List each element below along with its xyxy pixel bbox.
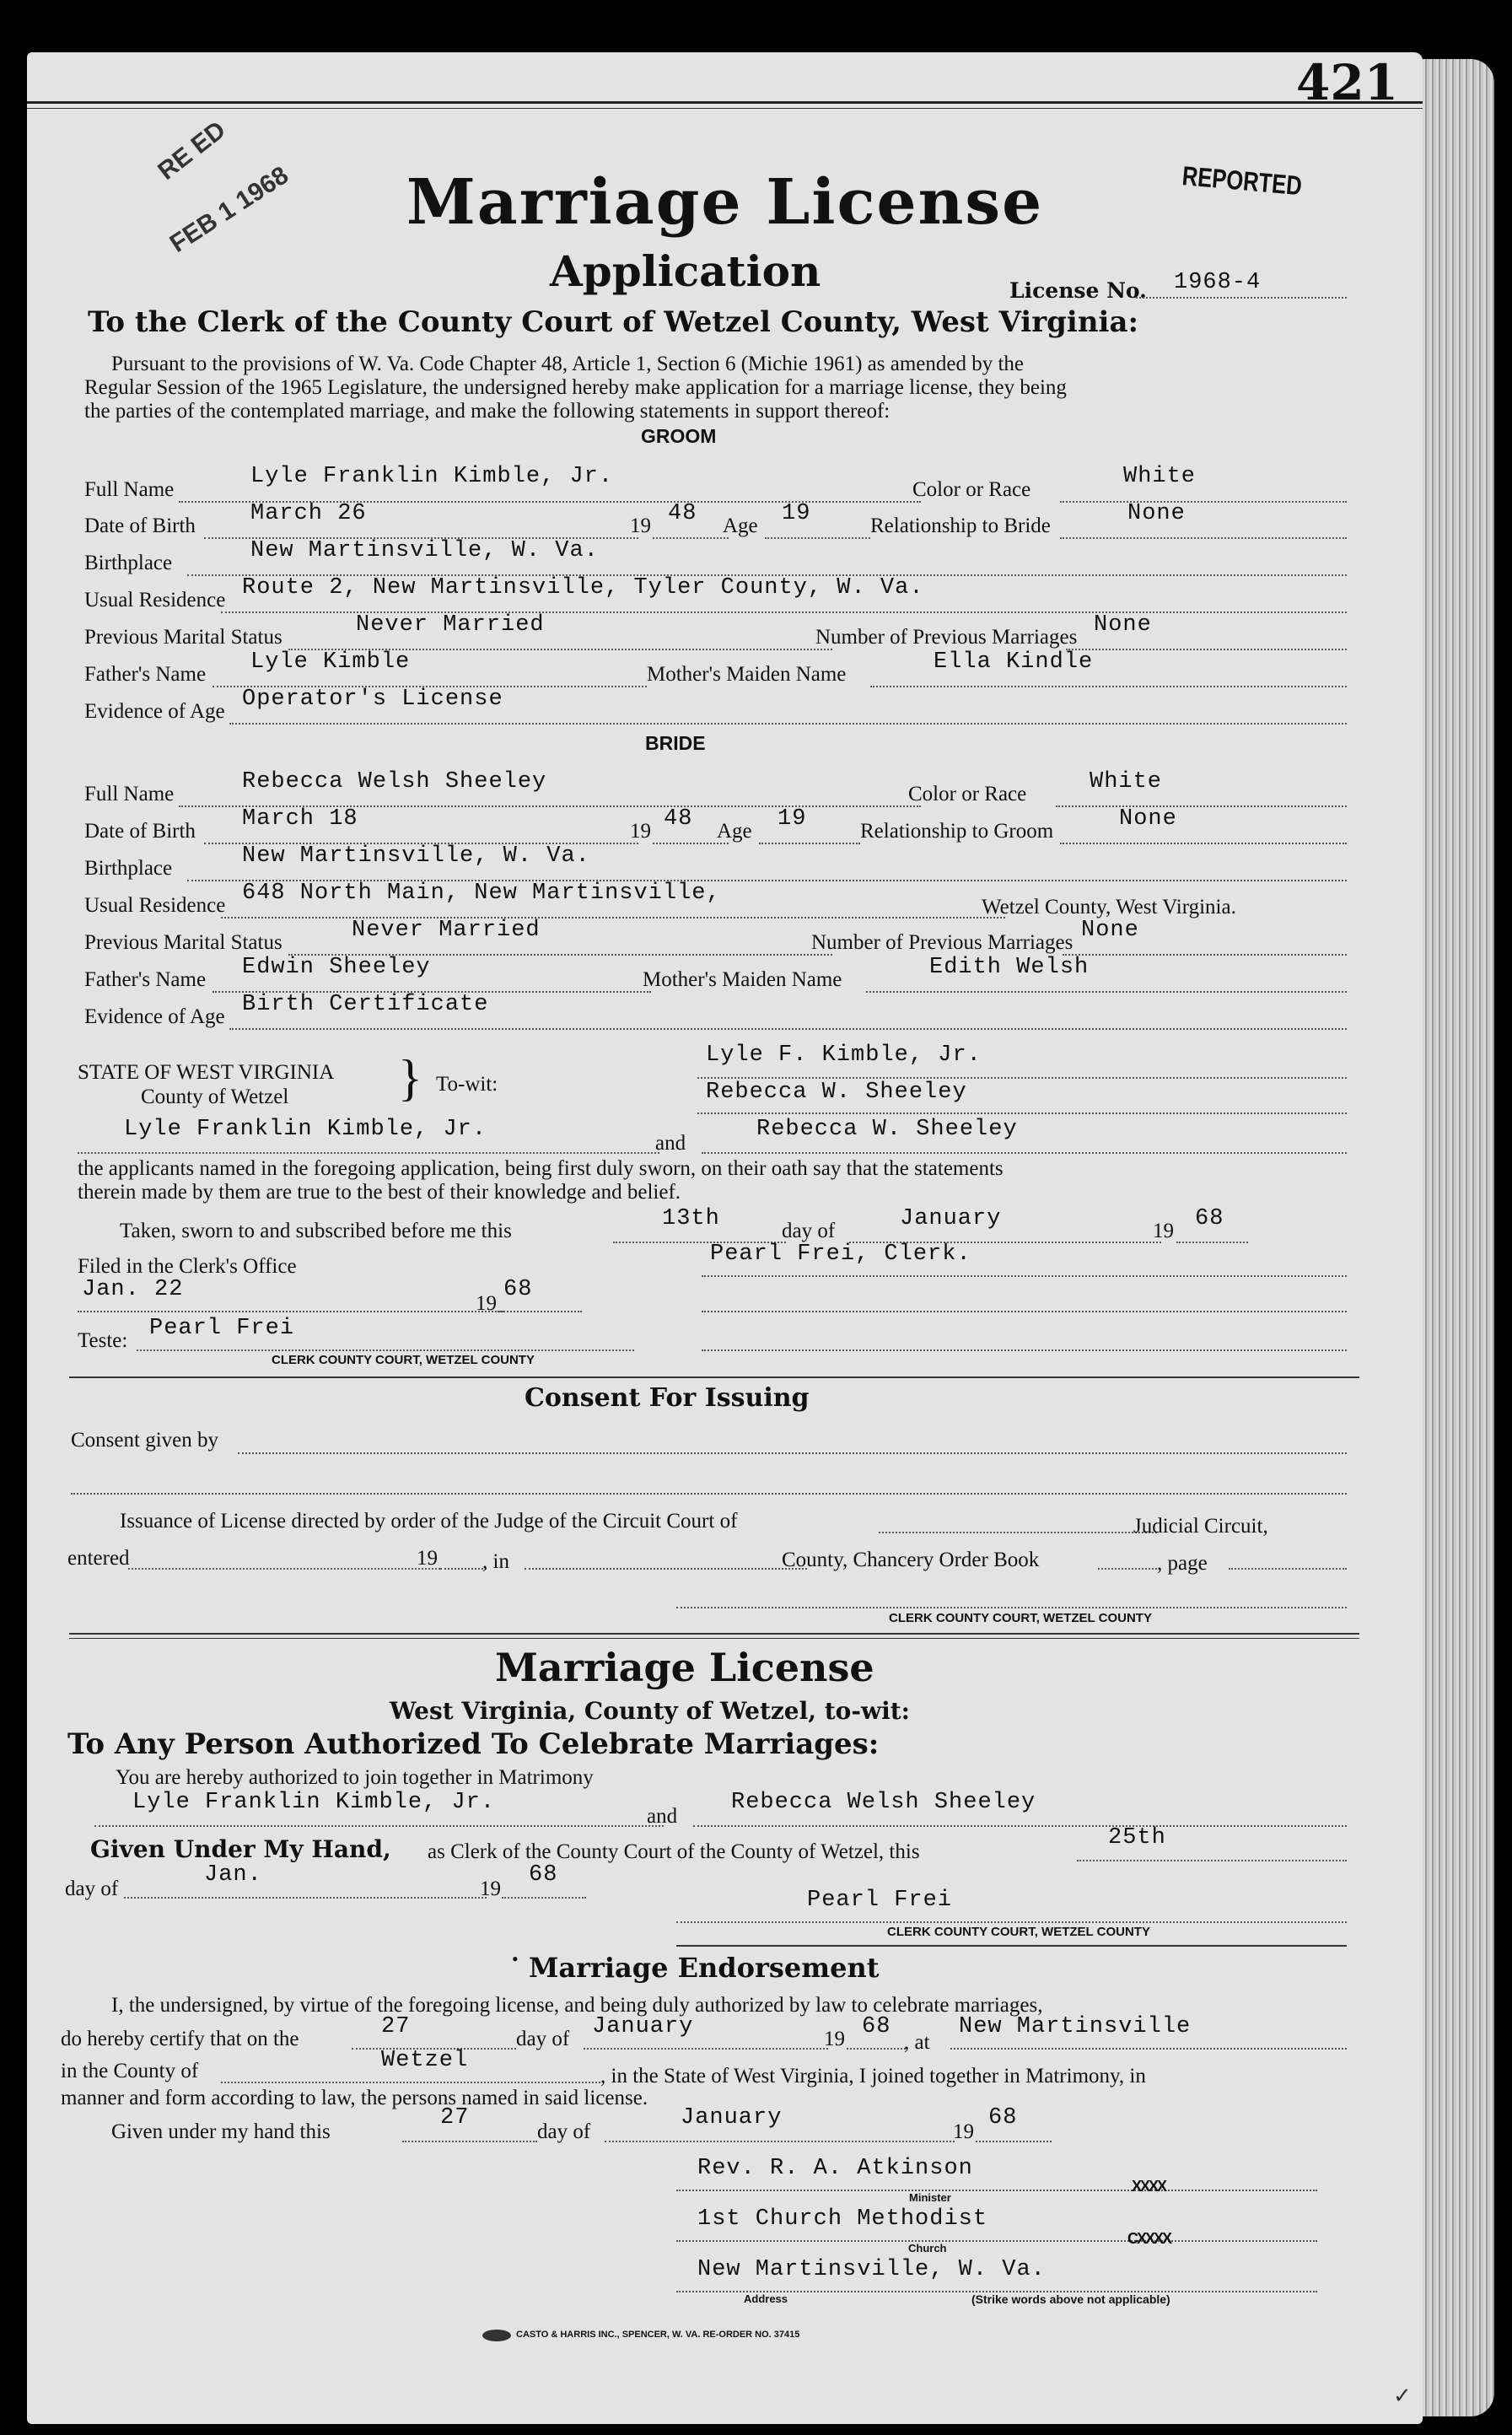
license-title: Marriage License xyxy=(495,1645,874,1690)
groom-relationship-line xyxy=(1060,537,1347,539)
groom-num-prev-label: Number of Previous Marriages xyxy=(815,626,1078,649)
groom-num-prev: None xyxy=(1094,612,1152,638)
consent-county-line xyxy=(525,1568,807,1570)
bride-evidence-line xyxy=(229,1028,1347,1030)
top-border-inner xyxy=(27,108,1423,109)
license-groom: Lyle Franklin Kimble, Jr. xyxy=(132,1790,496,1815)
endorsement-given-day: 27 xyxy=(440,2105,470,2131)
consent-issuance-label: Issuance of License directed by order of the Judge of the Circuit Court of xyxy=(120,1510,738,1533)
oath-name-bride: Rebecca W. Sheeley xyxy=(756,1117,1018,1142)
consent-circuit-line xyxy=(879,1532,1157,1533)
bride-father-label: Father's Name xyxy=(84,968,207,991)
document-title: Marriage License xyxy=(406,166,1044,239)
consent-clerk-caption: CLERK COUNTY COURT, WETZEL COUNTY xyxy=(889,1611,1152,1625)
consent-clerk-line xyxy=(676,1607,1347,1608)
bride-mother-label: Mother's Maiden Name xyxy=(643,968,842,991)
bride-prev-status: Never Married xyxy=(352,918,541,943)
groom-father-label: Father's Name xyxy=(84,663,207,686)
church-name: 1st Church Methodist xyxy=(697,2206,988,2232)
oath-name-groom: Lyle Franklin Kimble, Jr. xyxy=(124,1117,487,1142)
filed-date-line xyxy=(78,1311,503,1312)
section-rule-2-inner xyxy=(69,1638,1359,1639)
endorsement-bullet: • xyxy=(512,1948,519,1969)
oath-text-2: therein made by them are true to the best of their knowledge and belief. xyxy=(78,1181,681,1204)
bride-race: White xyxy=(1090,769,1163,795)
address: New Martinsville, W. Va. xyxy=(697,2257,1046,2282)
groom-age-line xyxy=(765,537,870,539)
endorsement-given-year: 68 xyxy=(988,2105,1018,2131)
bride-age-line xyxy=(759,843,860,844)
endorsement-year: 68 xyxy=(862,2014,891,2039)
license-day: 25th xyxy=(1108,1825,1166,1850)
consent-page-line xyxy=(1229,1568,1347,1570)
oath-blank-line xyxy=(702,1311,1347,1312)
groom-father: Lyle Kimble xyxy=(250,649,411,675)
bride-relationship-label: Relationship to Groom xyxy=(860,820,1054,843)
groom-evidence-line xyxy=(229,723,1347,725)
oath-blank-line-2 xyxy=(702,1349,1347,1351)
license-clerk-line xyxy=(676,1921,1347,1923)
bride-race-label: Color or Race xyxy=(908,783,1027,805)
bride-mother-line xyxy=(866,991,1347,993)
groom-relationship: None xyxy=(1127,501,1186,526)
consent-title: Consent For Issuing xyxy=(525,1383,810,1413)
license-19-label: 19 xyxy=(480,1877,501,1900)
license-to-any: To Any Person Authorized To Celebrate Marriages: xyxy=(67,1727,880,1761)
endorsement-given-day-line xyxy=(402,2141,537,2142)
license-no-label: License No. xyxy=(1009,278,1147,303)
groom-prev-status-label: Previous Marital Status xyxy=(84,626,282,649)
bride-residence: 648 North Main, New Martinsville, xyxy=(242,881,721,906)
received-stamp: FEB 1 1968 xyxy=(164,161,293,259)
license-day-line xyxy=(1077,1860,1347,1861)
to-clerk-heading: To the Clerk of the County Court of Wetzel County, West Virginia: xyxy=(88,305,1139,339)
license-given: Given Under My Hand, xyxy=(90,1835,391,1863)
groom-residence: Route 2, New Martinsville, Tyler County, W. Va. xyxy=(242,575,924,601)
bride-full-name-label: Full Name xyxy=(84,783,175,805)
consent-book-line xyxy=(1098,1568,1157,1570)
groom-prev-status: Never Married xyxy=(356,612,545,638)
union-bug-logo xyxy=(482,2330,511,2341)
license-and: and xyxy=(647,1805,678,1828)
bride-prev-status-label: Previous Marital Status xyxy=(84,931,282,954)
minister-name: Rev. R. A. Atkinson xyxy=(697,2156,973,2181)
consent-19-label: 19 xyxy=(417,1547,438,1570)
received-stamp-partial: RE ED xyxy=(153,116,231,186)
bride-num-prev: None xyxy=(1081,918,1139,943)
bride-num-prev-line xyxy=(1063,954,1347,956)
section-rule-2 xyxy=(69,1633,1359,1635)
oath-year-line xyxy=(1176,1242,1248,1243)
consent-chancery-label: County, Chancery Order Book xyxy=(782,1549,1040,1571)
groom-residence-label: Usual Residence xyxy=(84,589,226,611)
filed-date: Jan. 22 xyxy=(82,1277,184,1302)
bride-relationship: None xyxy=(1119,806,1177,832)
bride-dob: March 18 xyxy=(242,806,358,832)
license-clerk-caption: CLERK COUNTY COURT, WETZEL COUNTY xyxy=(887,1925,1150,1939)
oath-to-wit: To-wit: xyxy=(436,1073,498,1096)
oath-day: 13th xyxy=(662,1206,720,1231)
license-as-clerk: as Clerk of the County Court of the County of Wetzel, this xyxy=(428,1840,920,1863)
teste-line xyxy=(137,1349,634,1351)
strike-mark-1: XXXX xyxy=(1132,2178,1166,2195)
oath-sig-bride: Rebecca W. Sheeley xyxy=(706,1080,967,1105)
bride-birthplace: New Martinsville, W. Va. xyxy=(242,843,590,869)
oath-day-of-label: day of xyxy=(782,1220,836,1242)
license-clerk-sig: Pearl Frei xyxy=(807,1888,953,1913)
groom-birthplace: New Martinsville, W. Va. xyxy=(250,538,599,563)
endorsement-given: Given under my hand this xyxy=(111,2120,331,2143)
oath-name-groom-line xyxy=(78,1152,659,1154)
license-year: 68 xyxy=(529,1862,558,1888)
endorsement-month: January xyxy=(592,2014,694,2039)
endorsement-month-line xyxy=(584,2048,828,2050)
groom-num-prev-line xyxy=(1066,649,1347,650)
license-bride-line xyxy=(693,1825,1347,1827)
license-month: Jan. xyxy=(204,1862,262,1888)
bride-19-label: 19 xyxy=(630,820,651,843)
bride-num-prev-label: Number of Previous Marriages xyxy=(811,931,1073,954)
consent-year-line xyxy=(440,1568,487,1570)
consent-entered-label: entered xyxy=(67,1547,130,1570)
consent-in-label: , in xyxy=(482,1550,509,1573)
endorsement-day: 27 xyxy=(381,2014,411,2039)
printer-imprint: CASTO & HARRIS INC., SPENCER, W. VA. RE-ORDER NO. 37415 xyxy=(516,2330,800,2340)
license-year-line xyxy=(502,1897,586,1899)
oath-text-1: the applicants named in the foregoing application, being first duly sworn, on their oath say that the statements xyxy=(78,1157,1004,1180)
endorsement-19: 19 xyxy=(824,2028,845,2050)
intro-line-3: the parties of the contemplated marriage, and make the following statements in support thereof: xyxy=(84,400,891,423)
bride-residence-county: Wetzel County, West Virginia. xyxy=(982,896,1236,919)
license-month-line xyxy=(124,1897,487,1899)
filed-year: 68 xyxy=(503,1277,533,1302)
oath-and: and xyxy=(655,1132,686,1155)
page-number: 421 xyxy=(1296,54,1399,111)
oath-brace: } xyxy=(398,1050,422,1106)
groom-race-line xyxy=(1060,501,1347,503)
groom-mother: Ella Kindle xyxy=(934,649,1094,675)
filed-year-line xyxy=(498,1311,582,1312)
endorsement-given-year-line xyxy=(976,2141,1052,2142)
strike-mark-2: CXXXX xyxy=(1127,2230,1171,2247)
endorsement-manner: manner and form according to law, the persons named in said license. xyxy=(61,2087,648,2109)
bride-birthplace-label: Birthplace xyxy=(84,857,173,880)
groom-dob-label: Date of Birth xyxy=(84,514,196,537)
bride-dob-label: Date of Birth xyxy=(84,820,196,843)
teste-clerk-caption: CLERK COUNTY COURT, WETZEL COUNTY xyxy=(272,1353,535,1367)
oath-county: County of Wetzel xyxy=(141,1086,289,1108)
document-subtitle: Application xyxy=(550,246,821,296)
license-authorized: You are hereby authorized to join together in Matrimony xyxy=(116,1766,594,1789)
bride-evidence: Birth Certificate xyxy=(242,992,489,1017)
bride-year: 48 xyxy=(664,806,693,832)
bride-relationship-line xyxy=(1060,843,1347,844)
license-no-line xyxy=(1136,297,1347,299)
check-mark: ✓ xyxy=(1393,2384,1412,2408)
groom-year-line xyxy=(653,537,729,539)
intro-line-2: Regular Session of the 1965 Legislature, the undersigned hereby make application for a marriage license, they being xyxy=(84,376,1067,399)
oath-month: January xyxy=(900,1206,1002,1231)
consent-page-label: , page xyxy=(1157,1552,1208,1575)
endorsement-title: Marriage Endorsement xyxy=(529,1952,880,1984)
endorsement-in-county: in the County of xyxy=(61,2060,199,2082)
filed-label: Filed in the Clerk's Office xyxy=(78,1255,297,1278)
oath-year: 68 xyxy=(1195,1206,1224,1231)
consent-blank-line xyxy=(71,1493,1347,1495)
endorsement-day-of: day of xyxy=(516,2028,570,2050)
clerk-sig-line xyxy=(702,1275,1347,1277)
bride-full-name: Rebecca Welsh Sheeley xyxy=(242,769,547,795)
oath-name-bride-line xyxy=(702,1152,1347,1154)
endorsement-line-1: I, the undersigned, by virtue of the foregoing license, and being duly authorized by law to celebrate marriages, xyxy=(111,1994,1043,2017)
groom-full-name: Lyle Franklin Kimble, Jr. xyxy=(250,464,614,489)
groom-header: GROOM xyxy=(641,425,717,447)
oath-taken-label: Taken, sworn to and subscribed before me this xyxy=(120,1220,512,1242)
oath-sig-groom: Lyle F. Kimble, Jr. xyxy=(706,1042,982,1068)
endorsement-place: New Martinsville xyxy=(959,2014,1192,2039)
endorsement-given-day-of: day of xyxy=(537,2120,591,2143)
groom-age: 19 xyxy=(782,501,811,526)
oath-sig-bride-line xyxy=(697,1112,1347,1114)
bride-header: BRIDE xyxy=(645,732,706,754)
top-border xyxy=(27,101,1423,104)
groom-mother-label: Mother's Maiden Name xyxy=(647,663,847,686)
endorsement-county-line xyxy=(221,2082,600,2083)
endorsement-place-line xyxy=(950,2048,1347,2050)
church-label: Church xyxy=(908,2242,947,2255)
groom-full-name-label: Full Name xyxy=(84,478,175,501)
bride-race-line xyxy=(1056,805,1347,807)
license-day-of: day of xyxy=(65,1877,119,1900)
groom-dob: March 26 xyxy=(250,501,367,526)
groom-relationship-label: Relationship to Bride xyxy=(870,514,1051,537)
teste-name: Pearl Frei xyxy=(149,1316,295,1341)
endorsement-given-month-line xyxy=(605,2141,955,2142)
bride-father: Edwin Sheeley xyxy=(242,955,431,980)
endorsement-at: , at xyxy=(904,2031,930,2054)
groom-birthplace-label: Birthplace xyxy=(84,552,173,574)
license-bride: Rebecca Welsh Sheeley xyxy=(731,1790,1036,1815)
bride-age-label: Age xyxy=(717,820,752,843)
reported-stamp: REPORTED xyxy=(1181,160,1304,202)
consent-entered-line xyxy=(128,1568,440,1570)
church-line xyxy=(676,2240,1317,2242)
section-rule-1 xyxy=(69,1376,1359,1378)
bride-mother: Edith Welsh xyxy=(929,955,1090,980)
groom-mother-line xyxy=(870,686,1347,687)
minister-line xyxy=(676,2190,1317,2191)
license-no-value: 1968-4 xyxy=(1174,270,1262,295)
license-groom-line xyxy=(94,1825,664,1827)
consent-judicial-label: Judicial Circuit, xyxy=(1133,1515,1268,1538)
groom-evidence: Operator's License xyxy=(242,687,503,712)
endorsement-given-month: January xyxy=(681,2105,783,2131)
license-county-line: West Virginia, County of Wetzel, to-wit: xyxy=(390,1697,910,1725)
marriage-license-page xyxy=(27,52,1423,2424)
clerk-sig: Pearl Frei, Clerk. xyxy=(710,1242,971,1267)
strike-note: (Strike words above not applicable) xyxy=(971,2292,1170,2306)
section-rule-3 xyxy=(676,1945,1347,1947)
endorsement-year-line xyxy=(847,2048,906,2050)
address-label: Address xyxy=(744,2292,788,2305)
endorsement-state-text: , in the State of West Virginia, I joined together in Matrimony, in xyxy=(600,2065,1146,2088)
book-page-edges xyxy=(1423,59,1494,2416)
filed-19-label: 19 xyxy=(476,1292,497,1315)
endorsement-given-19: 19 xyxy=(953,2120,974,2143)
teste-label: Teste: xyxy=(78,1329,128,1352)
bride-residence-line xyxy=(221,917,1005,919)
groom-year: 48 xyxy=(668,501,697,526)
groom-race: White xyxy=(1123,464,1197,489)
groom-19-label: 19 xyxy=(630,514,651,537)
intro-line-1: Pursuant to the provisions of W. Va. Code Chapter 48, Article 1, Section 6 (Michie 1961) as amended by the xyxy=(111,353,1025,375)
minister-label: Minister xyxy=(909,2191,951,2204)
endorsement-county: Wetzel xyxy=(381,2048,469,2073)
groom-age-label: Age xyxy=(723,514,758,537)
oath-19-label: 19 xyxy=(1153,1220,1174,1242)
groom-race-label: Color or Race xyxy=(912,478,1031,501)
bride-age: 19 xyxy=(778,806,807,832)
bride-residence-label: Usual Residence xyxy=(84,894,226,917)
bride-evidence-label: Evidence of Age xyxy=(84,1005,225,1028)
endorsement-certify: do hereby certify that on the xyxy=(61,2028,299,2050)
groom-evidence-label: Evidence of Age xyxy=(84,700,225,723)
oath-state: STATE OF WEST VIRGINIA xyxy=(78,1061,335,1084)
oath-sig-groom-line xyxy=(697,1077,1347,1079)
consent-given-by-label: Consent given by xyxy=(71,1429,218,1452)
consent-given-by-line xyxy=(238,1452,1347,1454)
